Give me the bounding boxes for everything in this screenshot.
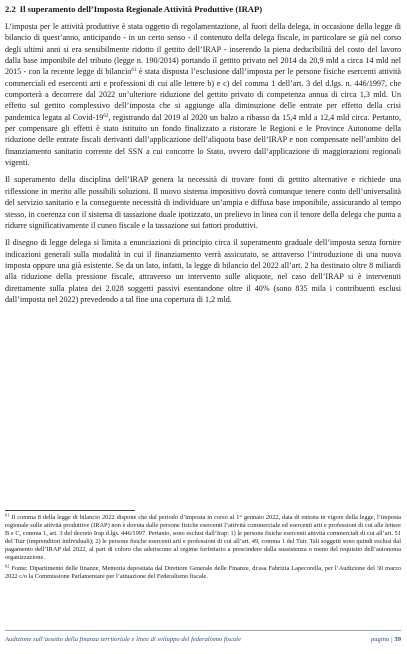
page-footer: [5, 633, 401, 645]
section-number: 2.2: [5, 4, 16, 14]
footnote-divider: [5, 510, 135, 511]
footnote-61: [5, 514, 401, 563]
footer-divider: [5, 630, 401, 631]
section-title: Il superamento dell’Imposta Regionale Attività Produttive (IRAP): [19, 4, 263, 14]
footer-title: Audizione sull’assetto della finanza territoriale e linee di sviluppo del federalismo fiscale: [5, 635, 242, 643]
footnote-text: Fonte: Dipartimento delle finanze, Memoria depositata dal Direttore Generale delle Finanze, dr.ssa Fabrizia Lapecorella, per l’Audizione del 30 marzo 2022 c/o la Commissione Parlamentare per l’attuazione del Federalismo fiscale.: [5, 564, 401, 580]
footnote-number: 62: [5, 563, 10, 569]
footnote-62: [5, 565, 401, 581]
footnote-number: 61: [5, 512, 10, 518]
paragraph-1-text-b: è stata disposta l’esclusione dall’imposta per le persone fisiche esercenti attività commerciali ed esercenti arti e professioni di cui alle lettere b) e c) del comma 1 dell’art. 3 del d.lgs. n. 446/1997, che comporterà a decorrere dal 2022 un’ulteriore riduzione del gettito privato di competenza annua di circa 1,3 mld. Un effetto sul gettito complessivo dell’imposta che si aggiunge alla diminuzione delle entrate per effetto della crisi pandemica legata al Covid-19: [5, 67, 401, 122]
footnote-ref-61[interactable]: 61: [131, 68, 137, 74]
page-number-value: 39: [394, 635, 401, 643]
footnotes: [5, 514, 401, 583]
page-label: pagina: [370, 635, 390, 643]
page-body: [5, 4, 401, 311]
footnote-ref-62[interactable]: 62: [103, 113, 109, 119]
footnote-text: Il comma 8 della legge di bilancio 2022 dispone che dal periodo d’imposta in corso al 1° gennaio 2022, data di entrata in vigore della legge, l’imposta regionale sulle attività produttive (IRAP) non è dovuta dalle persone fisiche esercenti l’attività commerciale ed esercenti arti e professioni di cui alle lettere B e C, comma 1, art. 3 del decreto Irap d.lgs. 446/1997. Pertanto, sono esclusi dall’Irap: 1) le persone fisiche esercenti attività commerciali di cui all’art. 51 del Tuir (imprenditori individuali); 2) le persone fisiche esercenti arti e professioni di cui all’art. 49, comma 1 del Tuir. Tali soggetti sono quindi esclusi dal pagamento dell’IRAP dal 2022, al pari di coloro che aderiscono al regime forfettario a prescindere dalla sussistenza o meno del requisito dell’autonoma organizzazione.: [5, 514, 401, 562]
section-heading: [5, 4, 401, 15]
paragraph-1-text-a: L’imposta per le attività produttive è stata oggetto di regolamentazione, al fuori della delega, in occasione della legge di bilancio di quest’anno, anticipando - in un certo senso - il contenuto della delega fiscale, in particolare se già nel corso degli ultimi anni si era sensibilmente ridotto il gettito dell’IRAP - inserendo la piena deducibilità del costo del lavoro dalla base imponibile del tributo (legge n. 190/2014) portando il gettito privato nel 2014 da 20,9 mld a circa 14 mld nel 2015 - con la recente legge di bilancio: [5, 22, 401, 77]
paragraph-1-text-c: , registrando dal 2019 al 2020 un balzo a ribasso da 15,4 mld a 12,4 mld circa. Pertanto, per compensare gli effetti è stato istituito un fondo finalizzato a ristorare le Regioni e le Province Autonome della riduzione delle entrate fiscali derivanti dall’applicazione dell’aliquota base dell’IRAP e non compensate nell’ambito del finanziamento sanitario corrente del SSN a cui concorre lo Stato, ovvero dall’applicazione di maggiorazioni regionali vigenti.: [5, 112, 402, 168]
page-number: pagina | 39: [370, 635, 401, 643]
paragraph-3: Il disegno di legge delega si limita a enunciazioni di principio circa il superamento graduale dell’imposta senza fornire indicazioni generali sulla modalità in cui il finanziamento verrà assicurato, se attraverso l’introduzione di una nuova imposta oppure una già esistente. Se da un lato, infatti, la legge di bilancio del 2022 all’art. 2 ha destinato oltre 8 miliardi alla riduzione della pressione fiscale, attraverso un intervento sulle aliquote, nel caso dell’IRAP si è intervenuti direttamente sulla platea dei 2.028 soggetti passivi esentandone oltre il 40% (sono 835 mila i contribuenti esclusi dall’imposta nel 2022) prevedendo a tal fine una copertura di 1,2 mld.: [5, 238, 401, 304]
paragraph-1: [5, 21, 401, 168]
paragraph-2: Il superamento della disciplina dell’IRAP genera la necessità di trovare fonti di gettito alternative e richiede una riflessione in merito alle possibili soluzioni. Il nuovo sistema impositivo dovrà comunque tenere conto dell’universalità del servizio sanitario e la conseguente necessità di individuare un’ampia e diffusa base imponibile, assicurando al tempo stesso, in coerenza con il sistema di tassazione duale ipotizzato, un prelievo in linea con il tenore della delega che punta a ridurre significativamente il cuneo fiscale e la tassazione sui fattori produttivi.: [5, 175, 401, 230]
